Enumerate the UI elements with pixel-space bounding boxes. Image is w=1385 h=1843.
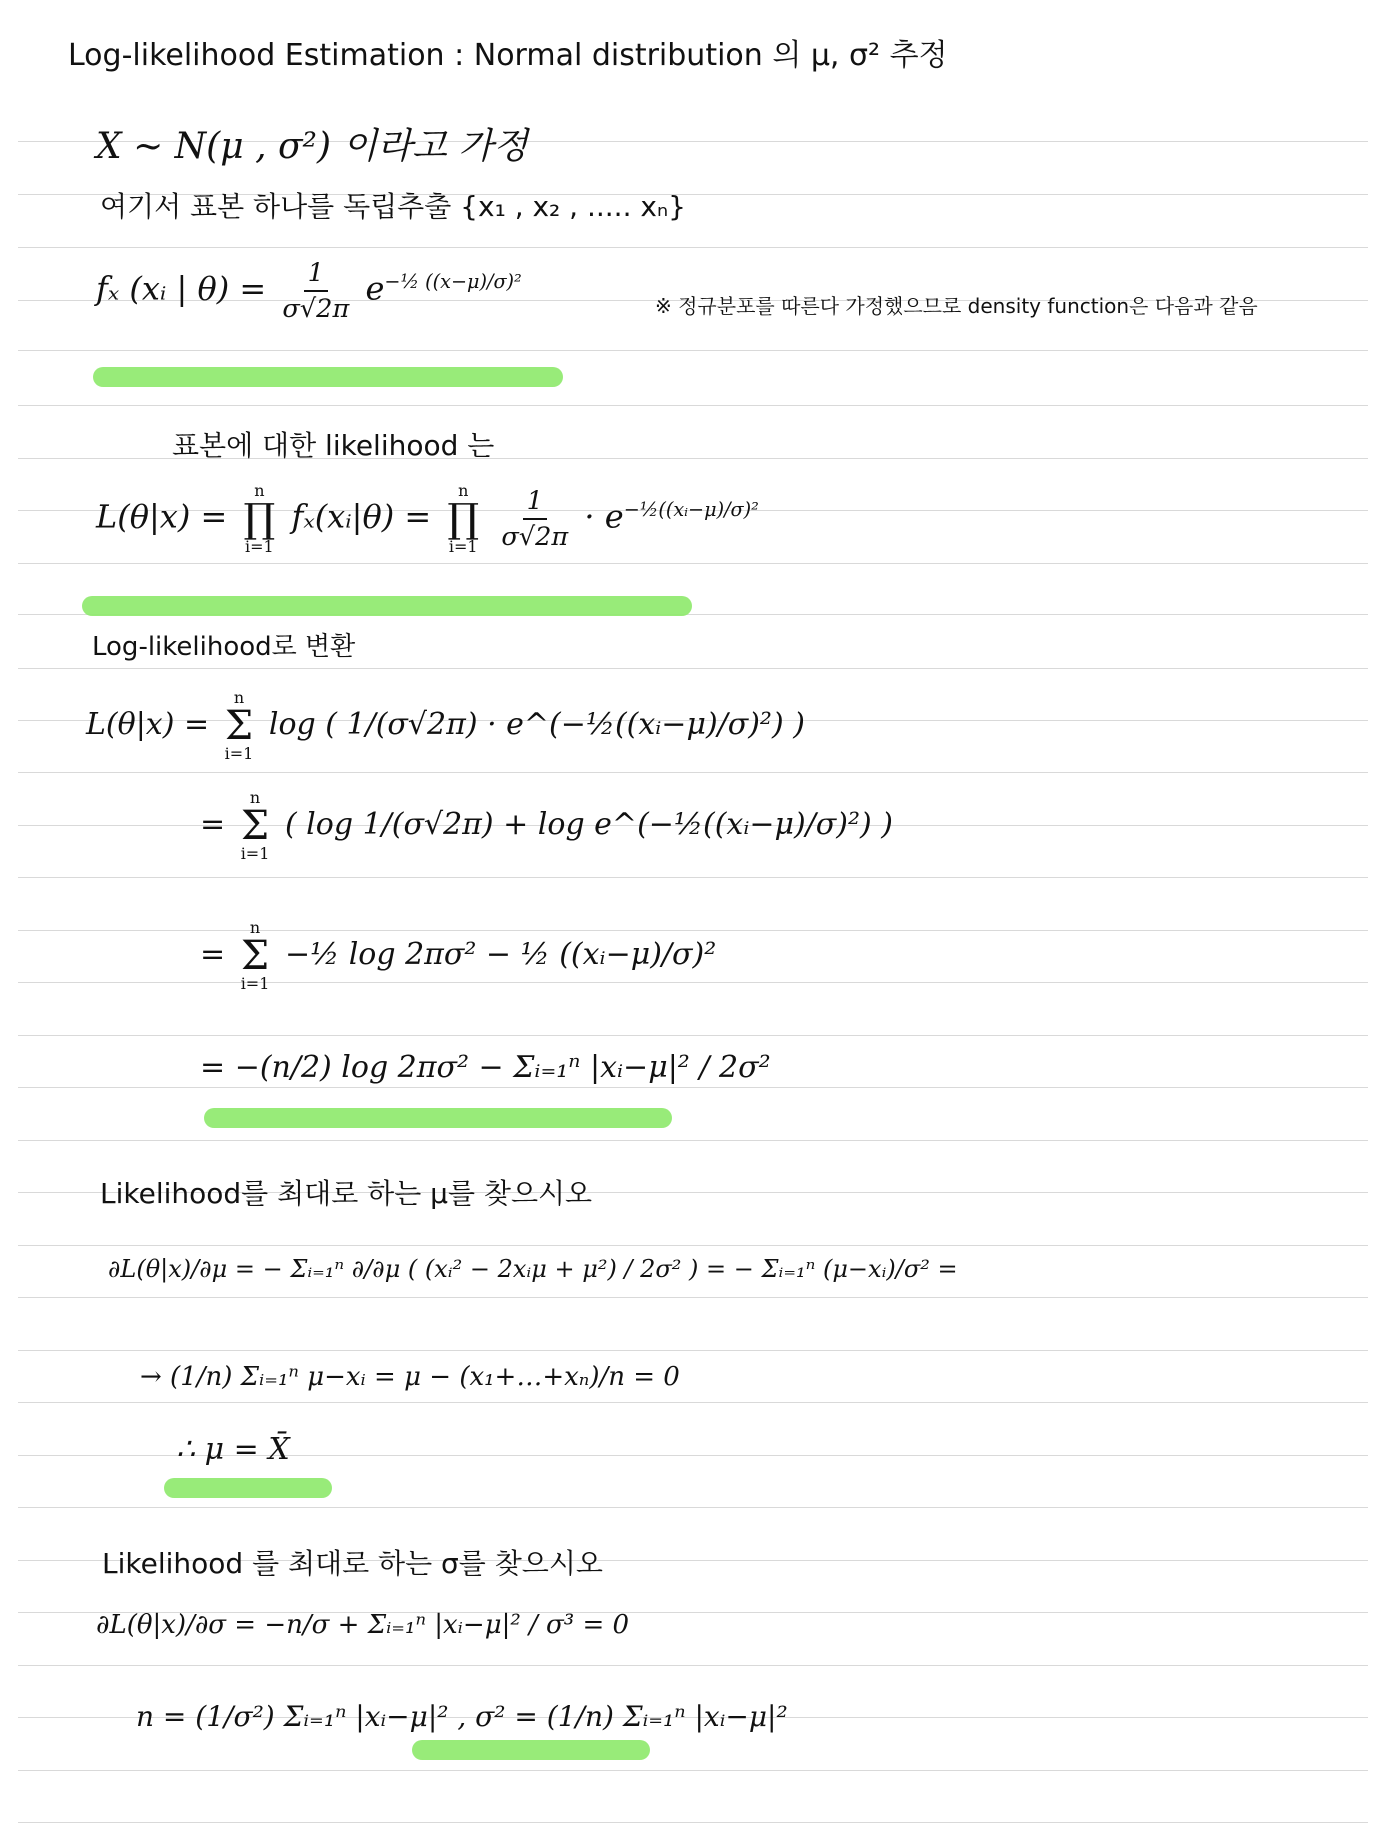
rule-line xyxy=(18,772,1368,773)
sum-symbol: Σ xyxy=(224,703,254,749)
likelihood-numerator: 1 xyxy=(523,486,547,520)
rule-line xyxy=(18,405,1368,406)
log-line-4 xyxy=(200,1050,771,1085)
sum-lower: i=1 xyxy=(224,744,254,763)
sum-upper: n xyxy=(249,788,261,807)
rule-line xyxy=(18,1140,1368,1141)
rule-line xyxy=(18,350,1368,351)
sum-operator xyxy=(225,690,254,762)
rule-line xyxy=(18,563,1368,564)
product-operator-2 xyxy=(447,483,479,555)
product-upper-2: n xyxy=(458,481,469,500)
density-numerator: 1 xyxy=(304,258,328,292)
sum-lower: i=1 xyxy=(240,844,270,863)
sigma-result: n = (1/σ²) Σᵢ₌₁ⁿ |xᵢ−μ|² , σ² = (1/n) Σᵢ₌₁ⁿ |xᵢ−μ|² xyxy=(136,1700,788,1733)
assumption-line: X ~ N(μ , σ²) 이라고 가정 xyxy=(96,126,528,167)
rule-line xyxy=(18,1402,1368,1403)
log-line-body: log ( 1/(σ√2π) · e^(−½((xᵢ−μ)/σ)²) ) xyxy=(268,707,805,742)
mu-result: ∴ μ = X̄ xyxy=(176,1432,290,1467)
rule-line xyxy=(18,1350,1368,1351)
product-symbol: ∏ xyxy=(243,496,276,542)
mu-derivative: ∂L(θ|x)/∂μ = − Σᵢ₌₁ⁿ ∂/∂μ ( (xᵢ² − 2xᵢμ + μ²) / 2σ² ) = − Σᵢ₌₁ⁿ (μ−xᵢ)/σ² = xyxy=(108,1255,958,1283)
highlight-stroke xyxy=(164,1478,332,1498)
log-heading: Log-likelihood로 변환 xyxy=(92,632,356,662)
log-line-body: −(n/2) log 2πσ² − Σᵢ₌₁ⁿ |xᵢ−μ|² / 2σ² xyxy=(234,1050,771,1085)
sigma-derivative: ∂L(θ|x)/∂σ = −n/σ + Σᵢ₌₁ⁿ |xᵢ−μ|² / σ³ = 0 xyxy=(96,1610,630,1640)
density-lhs: fₓ (xᵢ | θ) = xyxy=(96,269,267,308)
likelihood-heading: 표본에 대한 likelihood 는 xyxy=(172,429,495,462)
product-upper: n xyxy=(254,481,265,500)
highlight-stroke xyxy=(412,1740,650,1760)
log-line-lhs: = xyxy=(200,1050,226,1085)
density-equation xyxy=(96,258,522,324)
sum-lower: i=1 xyxy=(240,974,270,993)
product-lower-2: i=1 xyxy=(448,537,478,556)
highlight-stroke xyxy=(204,1108,672,1128)
likelihood-lhs: L(θ|x) = xyxy=(96,497,228,536)
sum-operator xyxy=(241,790,270,862)
rule-line xyxy=(18,1087,1368,1088)
sigma-heading: Likelihood 를 최대로 하는 σ를 찾으시오 xyxy=(102,1547,603,1580)
rule-line xyxy=(18,1297,1368,1298)
product-lower: i=1 xyxy=(245,537,274,556)
rule-line xyxy=(18,877,1368,878)
rule-line xyxy=(18,1245,1368,1246)
page-title: Log-likelihood Estimation : Normal distribution 의 μ, σ² 추정 xyxy=(68,38,948,73)
density-exponent: −½ ((x−μ)/σ)² xyxy=(384,269,522,293)
log-line-lhs: = xyxy=(200,807,226,842)
log-line-1 xyxy=(86,690,805,762)
product-operator xyxy=(243,483,275,555)
sum-symbol: Σ xyxy=(240,803,270,849)
rule-line xyxy=(18,1822,1368,1823)
log-line-3 xyxy=(200,920,716,992)
sum-upper: n xyxy=(233,688,245,707)
sum-upper: n xyxy=(249,918,261,937)
mu-heading: Likelihood를 최대로 하는 μ를 찾으시오 xyxy=(100,1177,593,1210)
highlight-stroke xyxy=(93,367,563,387)
rule-line xyxy=(18,1665,1368,1666)
likelihood-denominator: σ√2π xyxy=(501,522,569,552)
log-line-2 xyxy=(200,790,893,862)
rule-line xyxy=(18,1507,1368,1508)
rule-line xyxy=(18,668,1368,669)
sample-line: 여기서 표본 하나를 독립추출 {x₁ , x₂ , ..... xₙ} xyxy=(100,190,686,223)
log-line-lhs: = xyxy=(200,937,226,972)
rule-line xyxy=(18,247,1368,248)
log-line-body: ( log 1/(σ√2π) + log e^(−½((xᵢ−μ)/σ)²) ) xyxy=(284,807,893,842)
log-line-body: −½ log 2πσ² − ½ ((xᵢ−μ)/σ)² xyxy=(284,937,717,972)
log-line-lhs: L(θ|x) = xyxy=(86,707,210,742)
density-fraction xyxy=(282,258,349,324)
highlight-stroke xyxy=(82,596,692,616)
likelihood-mid: fₓ(xᵢ|θ) = xyxy=(291,497,432,536)
likelihood-fraction xyxy=(501,486,568,552)
rule-line xyxy=(18,1770,1368,1771)
sum-symbol: Σ xyxy=(240,933,270,979)
density-note: ※ 정규분포를 따른다 가정했으므로 density function은 다음과 같음 xyxy=(655,294,1258,318)
sum-operator xyxy=(241,920,270,992)
mu-step: → (1/n) Σᵢ₌₁ⁿ μ−xᵢ = μ − (x₁+…+xₙ)/n = 0 xyxy=(140,1362,680,1392)
likelihood-exponent: −½((xᵢ−μ)/σ)² xyxy=(623,497,759,521)
likelihood-equation xyxy=(96,483,759,555)
product-symbol-2: ∏ xyxy=(447,496,480,542)
density-denominator: σ√2π xyxy=(282,294,350,324)
likelihood-exp-base: · e xyxy=(584,497,624,536)
rule-line xyxy=(18,1035,1368,1036)
density-exp-base: e xyxy=(365,269,385,308)
